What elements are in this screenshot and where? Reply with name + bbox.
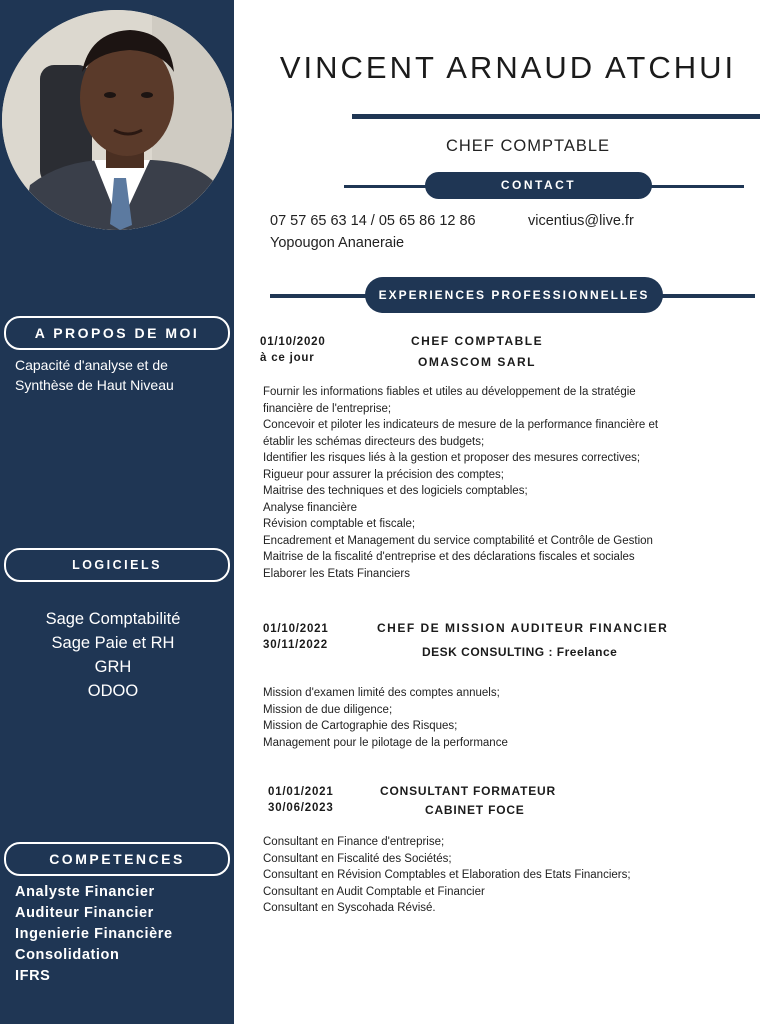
task-line: Consultant en Syscohada Révisé.: [263, 902, 436, 914]
software-item: ODOO: [87, 682, 139, 700]
about-line: Synthèse de Haut Niveau: [15, 377, 174, 393]
task-line: Analyse financière: [263, 501, 357, 514]
job-date-start: 01/10/2021: [263, 623, 329, 635]
job-date-end: 30/06/2023: [268, 802, 334, 814]
task-line: Fournir les informations fiables et utiles au développement de la stratégie: [263, 386, 636, 398]
software-item: Sage Comptabilité: [45, 610, 181, 628]
job-dates: [260, 334, 326, 366]
contact-heading: CONTACT: [425, 172, 652, 199]
task-line: Révision comptable et fiscale;: [263, 518, 416, 530]
job-role: CHEF COMPTABLE: [411, 334, 544, 348]
job-date-start: 01/01/2021: [268, 786, 334, 798]
contact-address: Yopougon Ananeraie: [270, 235, 405, 251]
software-item: GRH: [94, 658, 132, 676]
task-line: Maitrise des techniques et des logiciels comptables;: [263, 485, 528, 497]
skill-item: IFRS: [15, 968, 51, 984]
about-text: [15, 355, 174, 395]
about-line: Capacité d'analyse et de: [15, 357, 168, 373]
software-list: [0, 607, 226, 703]
job-date-start: 01/10/2020: [260, 336, 326, 348]
sidebar: [0, 0, 234, 1024]
task-line: Mission de Cartographie des Risques;: [263, 720, 458, 732]
job-company: CABINET FOCE: [425, 803, 525, 817]
job-company: DESK CONSULTING : Freelance: [422, 645, 618, 659]
about-heading: A PROPOS DE MOI: [4, 316, 230, 350]
skill-item: Analyste Financier: [15, 884, 155, 900]
person-name: VINCENT ARNAUD ATCHUI: [279, 50, 737, 85]
task-line: Encadrement et Management du service comptabilité et Contrôle de Gestion: [263, 534, 653, 547]
task-line: Mission de due diligence;: [263, 703, 393, 716]
job-role: CONSULTANT FORMATEUR: [380, 784, 556, 798]
contact-email[interactable]: vicentius@live.fr: [528, 213, 634, 229]
job-role: CHEF DE MISSION AUDITEUR FINANCIER: [377, 621, 669, 635]
task-line: Management pour le pilotage de la performance: [263, 736, 508, 749]
task-line: Consultant en Audit Comptable et Financier: [263, 885, 485, 898]
task-line: Mission d'examen limité des comptes annuels;: [263, 687, 500, 699]
task-line: Rigueur pour assurer la précision des comptes;: [263, 468, 504, 481]
job-title: CHEF COMPTABLE: [445, 137, 611, 155]
name-underline: [352, 114, 760, 119]
task-line: Identifier les risques liés à la gestion et proposer des mesures correctives;: [263, 452, 641, 464]
job-date-end: à ce jour: [260, 352, 315, 364]
software-heading: LOGICIELS: [4, 548, 230, 582]
profile-photo: [2, 10, 232, 230]
contact-phones: 07 57 65 63 14 / 05 65 86 12 86: [270, 213, 476, 229]
job-tasks: [263, 384, 743, 582]
task-line: Maitrise de la fiscalité d'entreprise et des déclarations fiscales et sociales: [263, 551, 635, 563]
task-line: établir les schémas directeurs des budgets;: [263, 435, 485, 448]
software-item: Sage Paie et RH: [51, 634, 175, 652]
skill-item: Ingenierie Financière: [15, 926, 173, 942]
job-tasks: [263, 685, 743, 751]
job-tasks: [263, 834, 743, 917]
job-date-end: 30/11/2022: [263, 639, 328, 651]
task-line: Consultant en Révision Comptables et Elaboration des Etats Financiers;: [263, 869, 631, 881]
skills-list: [15, 882, 173, 987]
skill-item: Auditeur Financier: [15, 905, 154, 921]
job-dates: [268, 784, 334, 816]
skill-item: Consolidation: [15, 947, 120, 963]
portrait-illustration: [2, 10, 232, 230]
task-line: Elaborer les Etats Financiers: [263, 567, 411, 580]
task-line: Consultant en Finance d'entreprise;: [263, 836, 445, 848]
task-line: Concevoir et piloter les indicateurs de mesure de la performance financière et: [263, 419, 659, 431]
skills-heading: COMPETENCES: [4, 842, 230, 876]
experience-heading: EXPERIENCES PROFESSIONNELLES: [365, 277, 663, 313]
job-company: OMASCOM SARL: [418, 355, 536, 369]
task-line: Consultant en Fiscalité des Sociétés;: [263, 852, 452, 865]
job-dates: [263, 621, 329, 653]
task-line: financière de l'entreprise;: [263, 402, 392, 415]
